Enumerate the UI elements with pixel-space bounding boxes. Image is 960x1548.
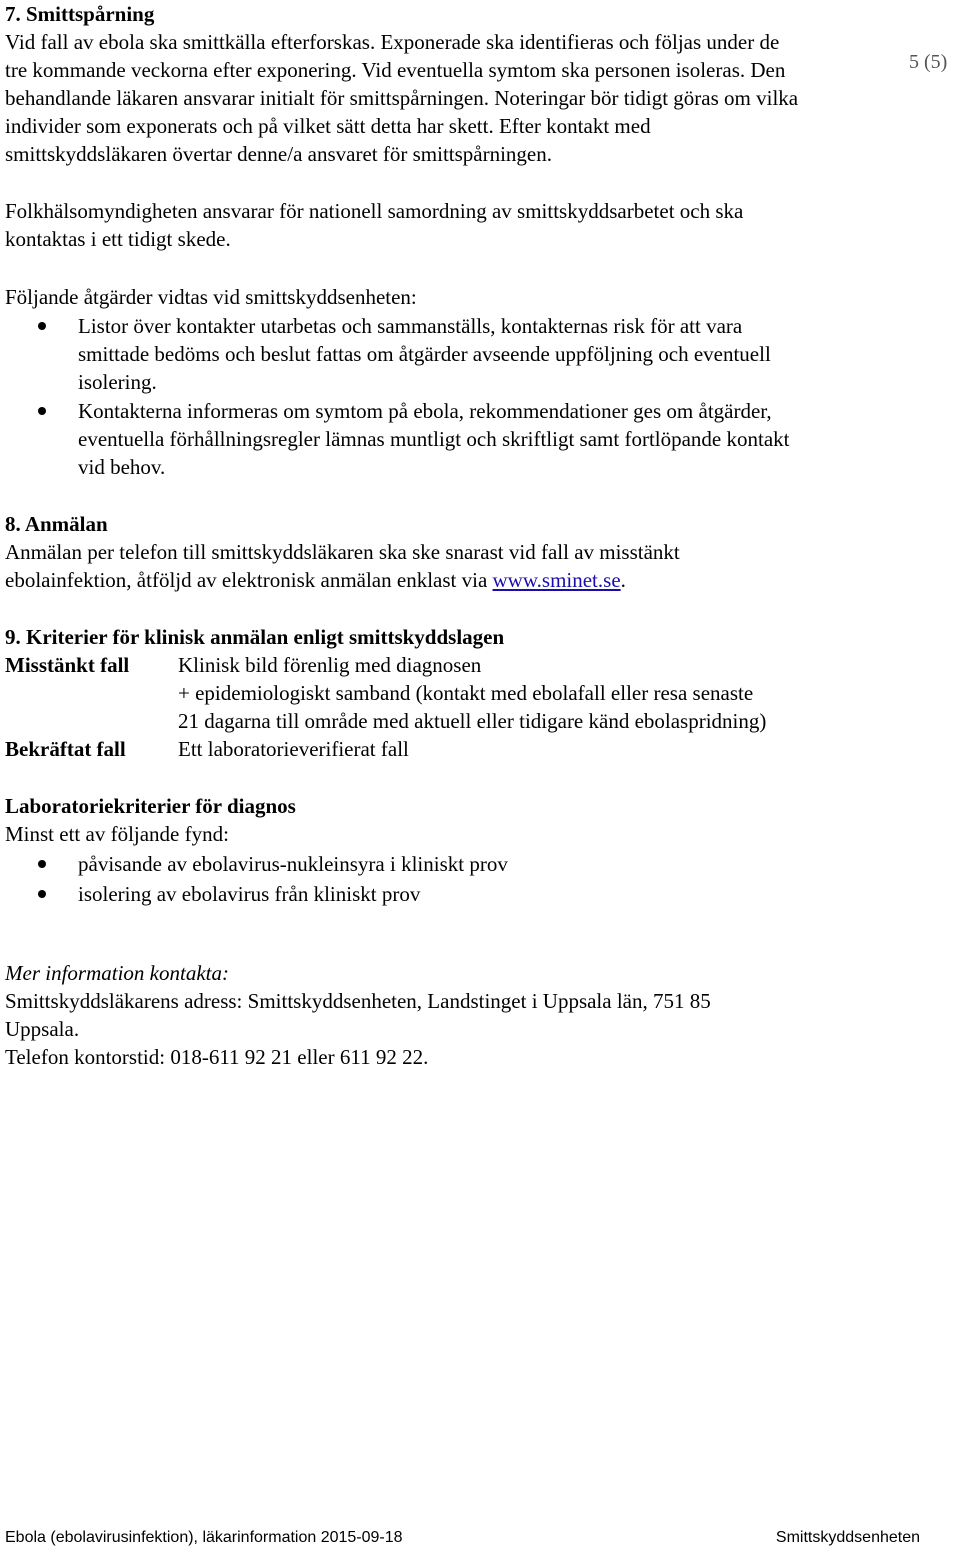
contact-address: Smittskyddsläkarens adress: Smittskyddsenheten, Landstinget i Uppsala län, 751 85	[5, 989, 711, 1013]
criteria-line: Klinisk bild förenlig med diagnosen	[178, 653, 482, 677]
list-item-line: eventuella förhållningsregler lämnas muntligt och skriftligt samt fortlöpande kontakt	[78, 427, 790, 451]
paragraph-line: tre kommande veckorna efter exponering. Vid eventuella symtom ska personen isoleras. Den	[5, 58, 786, 82]
list-item-line: isolering.	[78, 370, 157, 394]
lab-criteria-title: Laboratoriekriterier för diagnos	[5, 794, 296, 818]
report-line-with-link	[5, 566, 626, 594]
confirmed-case-label: Bekräftat fall	[5, 737, 126, 761]
criteria-line: + epidemiologiskt samband (kontakt med ebolafall eller resa senaste	[178, 681, 754, 705]
paragraph-line: Vid fall av ebola ska smittkälla efterforskas. Exponerade ska identifieras och följas under de	[5, 30, 780, 54]
bullet-icon	[38, 407, 46, 415]
footer-right: Smittskyddsenheten	[775, 1529, 920, 1546]
list-item-line: Kontakterna informeras om symtom på ebola, rekommendationer ges om åtgärder,	[78, 399, 772, 423]
list-item-line: Listor över kontakter utarbetas och sammanställs, kontakternas risk för att vara	[78, 314, 743, 338]
bullet-icon	[38, 890, 46, 898]
suspected-case-label: Misstänkt fall	[5, 653, 130, 677]
report-line-text: ebolainfektion, åtföljd av elektronisk anmälan enklast via	[5, 568, 493, 592]
lab-criteria-intro: Minst ett av följande fynd:	[5, 822, 229, 846]
list-item-line: smittade bedöms och beslut fattas om åtgärder avseende uppföljning och eventuell	[78, 342, 771, 366]
paragraph-line: Folkhälsomyndigheten ansvarar för nationell samordning av smittskyddsarbetet och ska	[5, 199, 744, 223]
page-number: 5 (5)	[909, 51, 948, 73]
sminet-link[interactable]: www.sminet.se	[492, 568, 621, 592]
measures-intro: Följande åtgärder vidtas vid smittskyddsenheten:	[5, 285, 417, 309]
paragraph-line: kontaktas i ett tidigt skede.	[5, 227, 231, 251]
contact-city: Uppsala.	[5, 1017, 80, 1041]
paragraph-line: individer som exponerats och på vilket sätt detta har skett. Efter kontakt med	[5, 114, 651, 138]
list-item: isolering av ebolavirus från kliniskt prov	[78, 882, 421, 906]
report-line: Anmälan per telefon till smittskyddsläkaren ska ske snarast vid fall av misstänkt	[5, 540, 680, 564]
bullet-icon	[38, 322, 46, 330]
section-7-title: 7. Smittspårning	[5, 2, 155, 26]
section-8-title: 8. Anmälan	[5, 512, 108, 536]
contact-phone: Telefon kontorstid: 018-611 92 21 eller 611 92 22.	[5, 1045, 429, 1069]
report-line-end: .	[620, 568, 626, 592]
paragraph-line: smittskyddsläkaren övertar denne/a ansvaret för smittspårningen.	[5, 142, 553, 166]
paragraph-line: behandlande läkaren ansvarar initialt för smittspårningen. Noteringar bör tidigt göras om vilka	[5, 86, 799, 110]
section-9-title: 9. Kriterier för klinisk anmälan enligt smittskyddslagen	[5, 625, 505, 649]
criteria-line: 21 dagarna till område med aktuell eller tidigare känd ebolaspridning)	[178, 709, 767, 733]
contact-heading: Mer information kontakta:	[5, 961, 229, 985]
confirmed-case-text: Ett laboratorieverifierat fall	[178, 737, 409, 761]
list-item-line: vid behov.	[78, 455, 166, 479]
footer-left: Ebola (ebolavirusinfektion), läkarinformation 2015-09-18	[5, 1529, 403, 1546]
list-item: påvisande av ebolavirus-nukleinsyra i kliniskt prov	[78, 852, 508, 876]
bullet-icon	[38, 860, 46, 868]
